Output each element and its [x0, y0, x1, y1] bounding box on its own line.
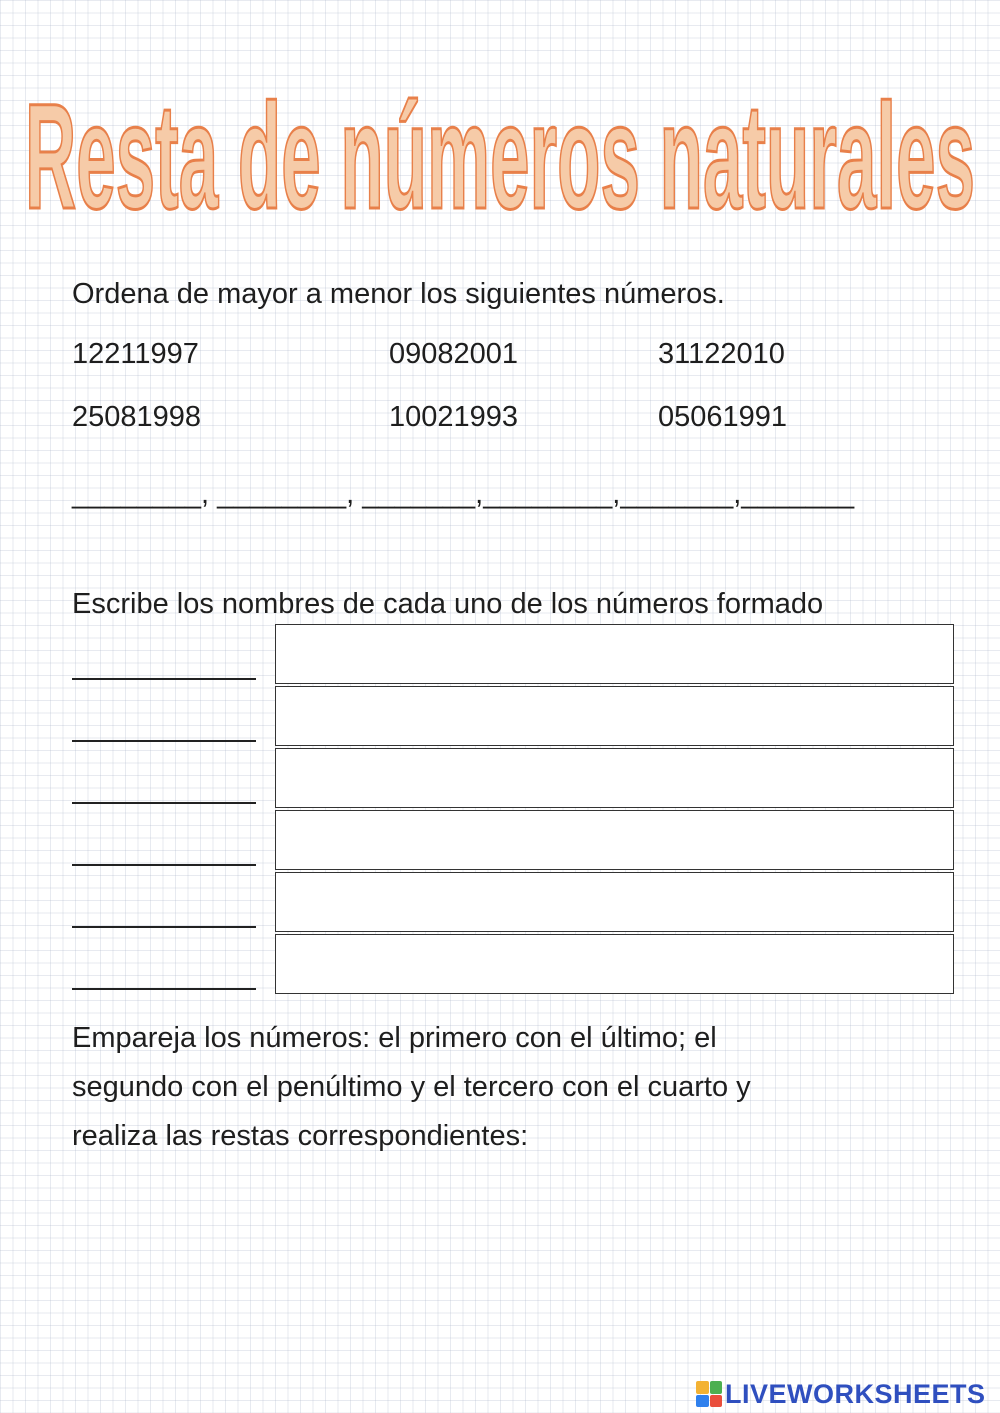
number-blank-6[interactable]: [72, 988, 256, 990]
instruction-pair-line-1: Empareja los números: el primero con el último; el: [72, 1022, 717, 1054]
liveworksheets-logo-icon: [696, 1381, 722, 1407]
number-blank-5[interactable]: [72, 926, 256, 928]
instruction-order: Ordena de mayor a menor los siguientes números.: [72, 278, 725, 310]
number-item: 12211997: [72, 338, 199, 370]
name-answer-box-4[interactable]: [275, 810, 954, 870]
number-item: 25081998: [72, 401, 202, 433]
name-answer-box-5[interactable]: [275, 872, 954, 932]
worksheet-title: [18, 58, 982, 248]
number-blank-1[interactable]: [72, 678, 256, 680]
number-blank-3[interactable]: [72, 802, 256, 804]
instruction-pair-line-3: realiza las restas correspondientes:: [72, 1120, 529, 1152]
title-text: Resta de números naturales: [25, 72, 975, 240]
liveworksheets-logo: [696, 1378, 986, 1410]
number-blank-2[interactable]: [72, 740, 256, 742]
number-item: 31122010: [658, 338, 785, 370]
number-item: 10021993: [389, 401, 519, 433]
instruction-pair-line-2: segundo con el penúltimo y el tercero con el cuarto y: [72, 1071, 751, 1103]
number-item: 05061991: [658, 401, 788, 433]
order-answer-blanks[interactable]: ________, ________, _______,________,_______,_______: [72, 478, 855, 510]
name-answer-box-2[interactable]: [275, 686, 954, 746]
name-answer-box-6[interactable]: [275, 934, 954, 994]
logo-text: LIVEWORKSHEETS: [725, 1378, 986, 1409]
name-answer-box-1[interactable]: [275, 624, 954, 684]
instruction-write-names: Escribe los nombres de cada uno de los números formado: [72, 588, 824, 620]
name-answer-box-3[interactable]: [275, 748, 954, 808]
number-blank-4[interactable]: [72, 864, 256, 866]
number-item: 09082001: [389, 338, 519, 370]
